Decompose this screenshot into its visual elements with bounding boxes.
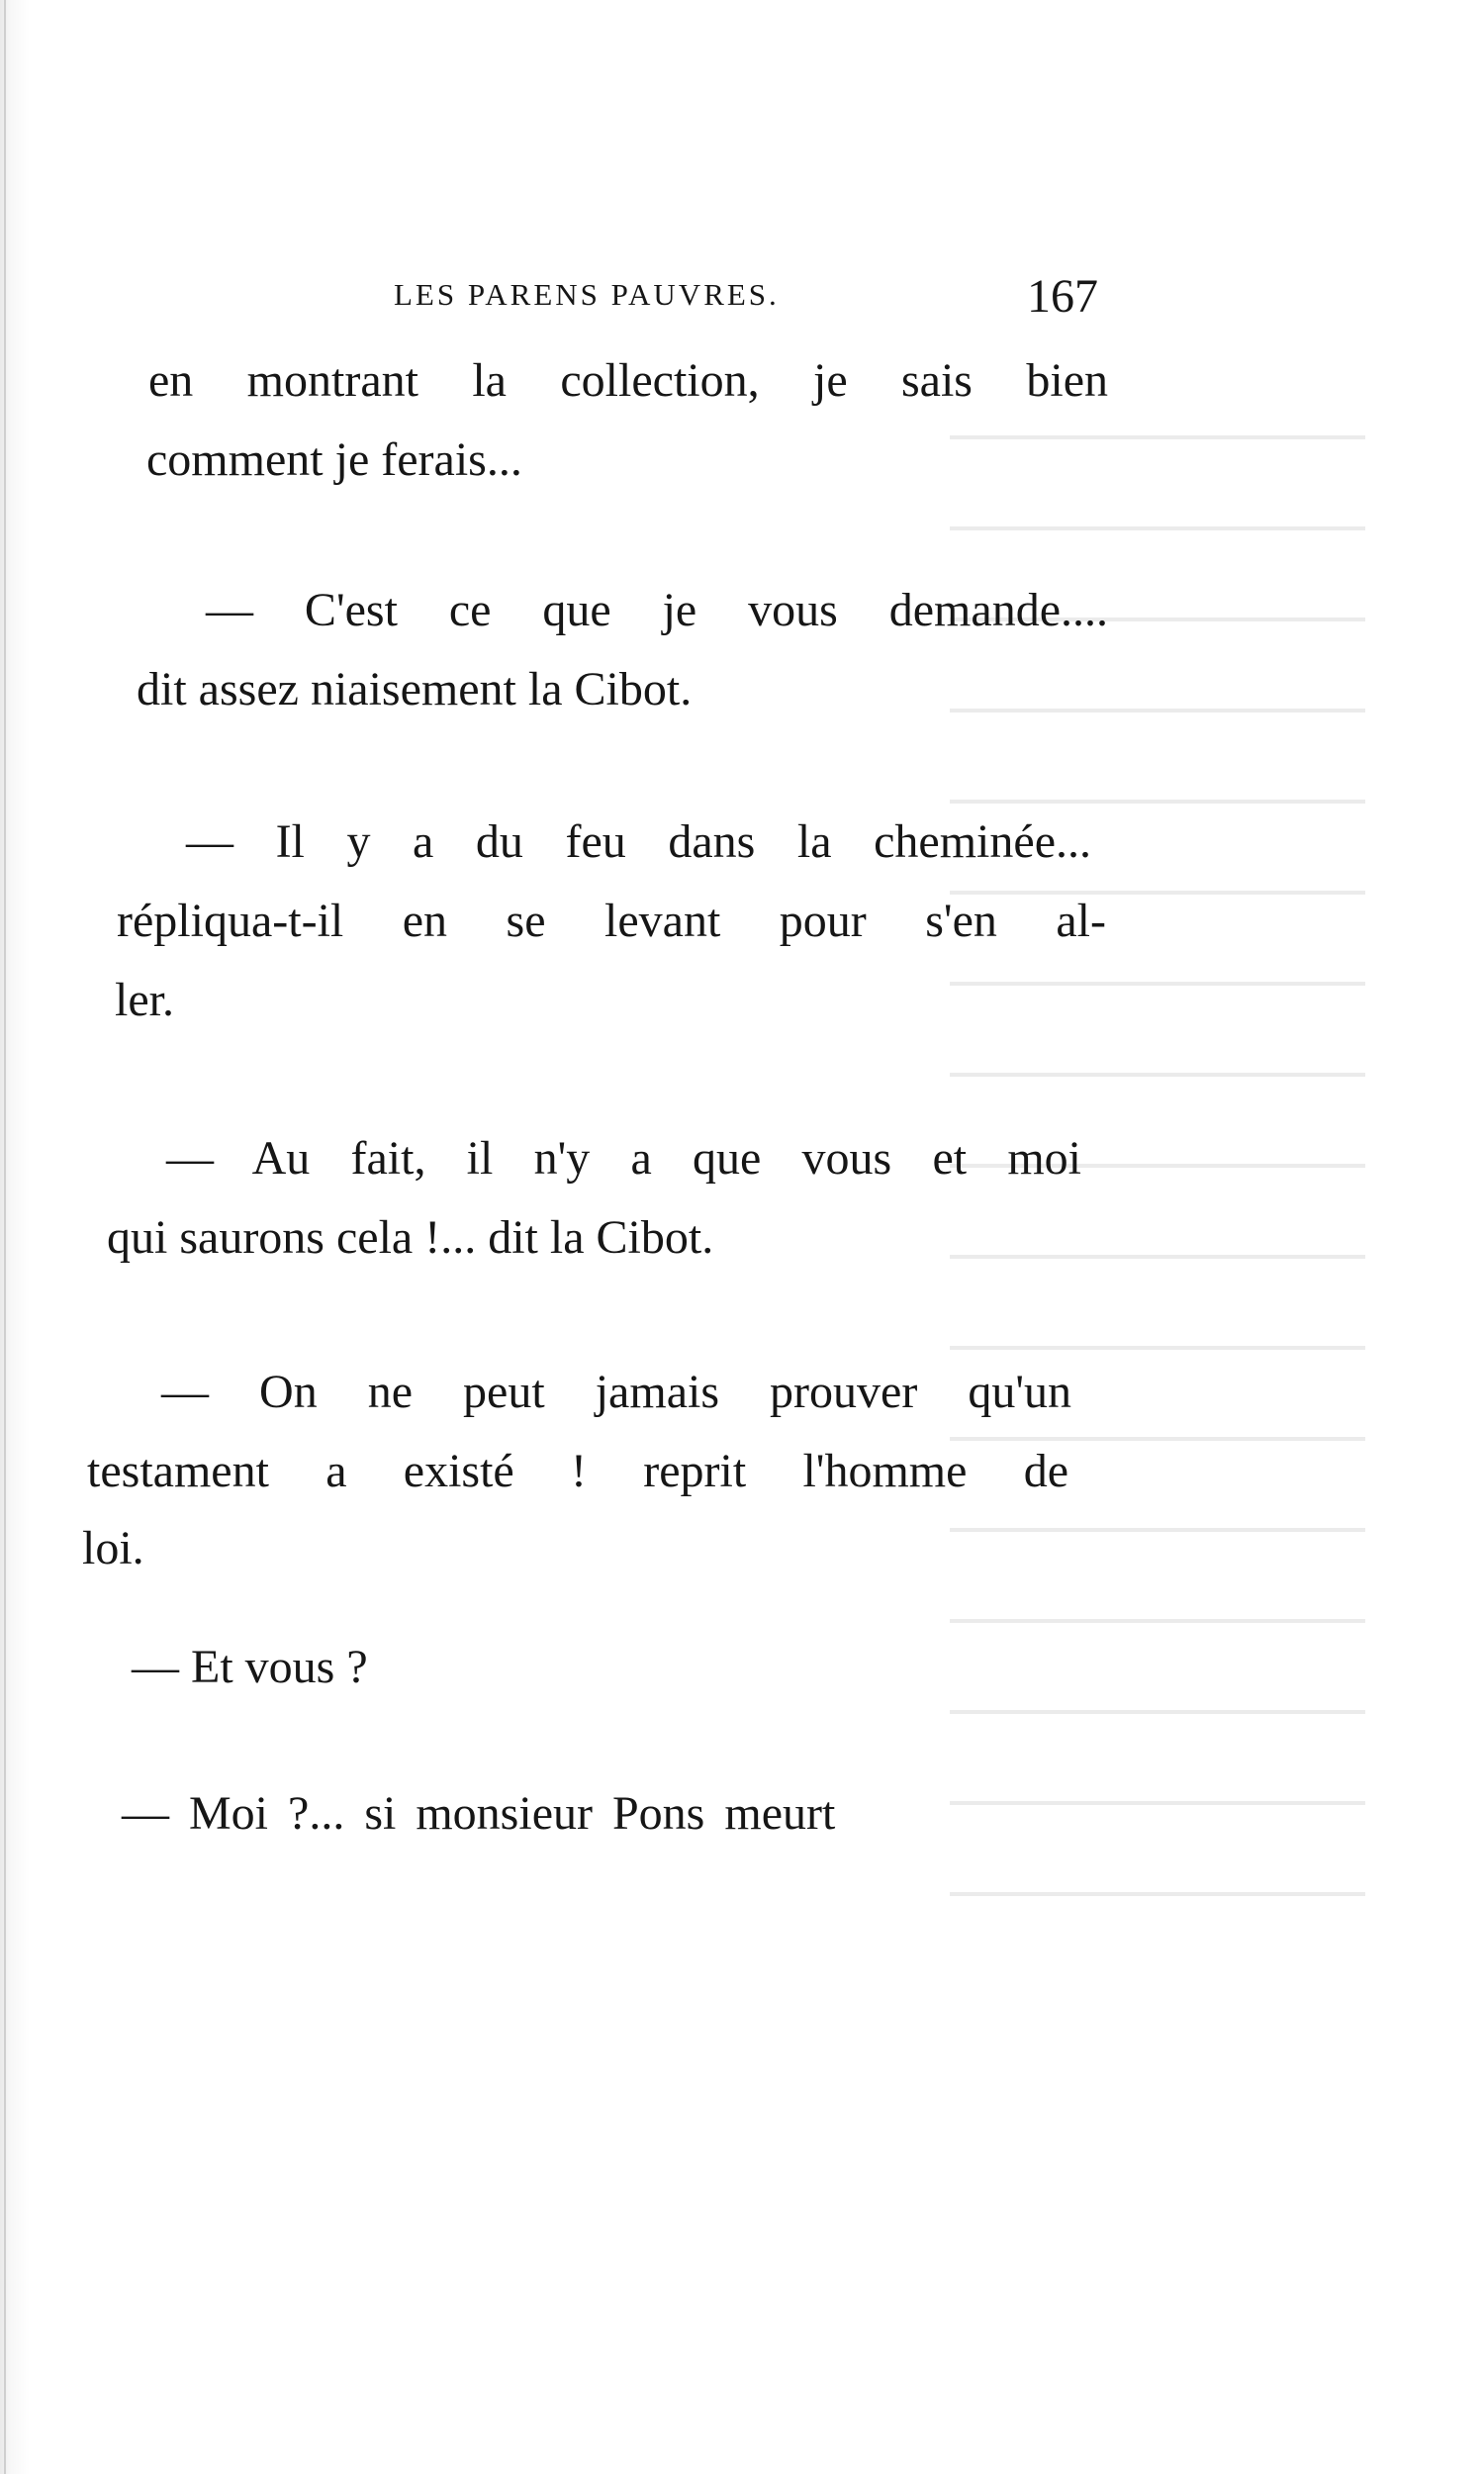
text-line-9: qui saurons cela !... dit la Cibot. [107,1211,714,1264]
page-number: 167 [1027,270,1098,323]
page-header [394,269,1098,329]
text-line-2: comment je ferais... [146,433,522,486]
text-line-12: loi. [82,1522,144,1574]
text-line-11: testament a existé ! reprit l'homme de [87,1445,1068,1497]
text-line-13: — Et vous ? [132,1641,368,1693]
page-gutter [4,0,6,2474]
text-line-5: — Il y a du feu dans la cheminée... [186,815,1091,868]
text-line-14: — Moi ?... si monsieur Pons meurt [122,1787,836,1840]
text-line-8: — Au fait, il n'y a que vous et moi [166,1132,1081,1185]
text-line-4: dit assez niaisement la Cibot. [137,663,693,715]
text-line-10: — On ne peut jamais prouver qu'un [161,1366,1071,1418]
text-line-6: répliqua-t-il en se levant pour s'en al- [117,895,1106,947]
running-title: LES PARENS PAUVRES. [394,277,780,312]
text-line-3: — C'est ce que je vous demande.... [206,584,1108,636]
text-line-7: ler. [115,974,174,1026]
text-line-1: en montrant la collection, je sais bien [148,354,1108,407]
